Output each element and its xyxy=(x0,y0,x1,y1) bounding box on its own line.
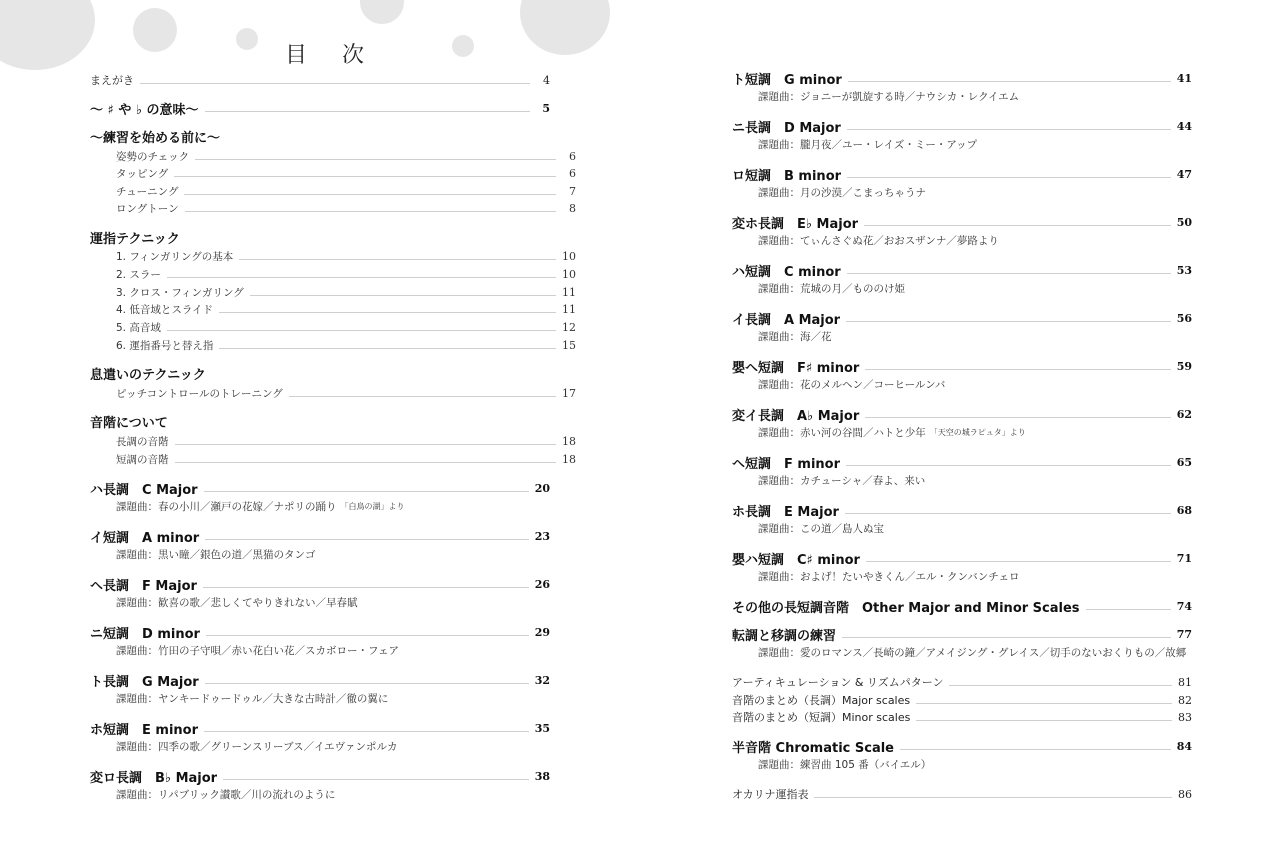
toc-entry[interactable] xyxy=(90,527,550,545)
assignment-songs xyxy=(90,497,576,515)
dot-leader xyxy=(848,81,1171,82)
toc-entry[interactable] xyxy=(90,450,576,468)
toc-entry-label: ロ短調 B minor xyxy=(732,168,842,184)
dot-leader xyxy=(900,749,1171,750)
toc-entry-label: 6. 運指番号と替え指 xyxy=(116,339,214,352)
page-number: 74 xyxy=(1176,599,1192,613)
toc-entry[interactable] xyxy=(732,69,1192,87)
page-number: 44 xyxy=(1176,119,1192,133)
toc-entry-label: オカリナ運指表 xyxy=(732,788,809,801)
assignment-songs-label: 課題曲：赤い河の谷間／ハトと少年 xyxy=(758,426,926,439)
assignment-songs xyxy=(90,785,576,803)
dot-leader xyxy=(250,295,556,296)
section-heading: 運指テクニック xyxy=(90,231,180,247)
toc-entry[interactable] xyxy=(90,623,550,641)
toc-entry[interactable] xyxy=(90,479,550,497)
dot-leader xyxy=(289,396,556,397)
assignment-note: 「白鳥の湖」より xyxy=(340,501,405,511)
assignment-songs-label: 課題曲：カチューシャ／春よ、来い xyxy=(758,474,926,487)
toc-entry-label: 姿勢のチェック xyxy=(116,150,190,163)
dot-leader xyxy=(846,321,1171,322)
assignment-songs xyxy=(732,643,1218,661)
page-number: 62 xyxy=(1176,407,1192,421)
section-heading: 息遣いのテクニック xyxy=(90,367,206,383)
page-number: 77 xyxy=(1176,627,1192,641)
toc-entry-label: ～ ♯ や ♭ の意味～ xyxy=(90,102,199,118)
assignment-songs xyxy=(90,689,576,707)
toc-entry[interactable] xyxy=(732,549,1192,567)
assignment-songs xyxy=(732,423,1218,441)
toc-entry-label: イ短調 A minor xyxy=(90,530,200,546)
toc-entry-label: 嬰ヘ短調 F♯ minor xyxy=(732,360,860,376)
assignment-songs-label: 課題曲：朧月夜／ユー・レイズ・ミー・アップ xyxy=(758,138,978,151)
dot-leader xyxy=(866,561,1171,562)
dot-leader xyxy=(842,637,1171,638)
toc-entry-label: ピッチコントロールのトレーニング xyxy=(116,387,283,400)
decor-circle xyxy=(360,0,404,24)
page-number: 59 xyxy=(1176,359,1192,373)
dot-leader xyxy=(140,83,530,84)
page-number: 15 xyxy=(562,338,576,352)
toc-entry-label: 4. 低音域とスライド xyxy=(116,303,214,316)
assignment-songs xyxy=(732,327,1218,345)
toc-entry[interactable] xyxy=(732,691,1192,709)
toc-entry-label: 1. フィンガリングの基本 xyxy=(116,250,234,263)
dot-leader xyxy=(223,779,529,780)
toc-entry-label: 3. クロス・フィンガリング xyxy=(116,286,244,299)
toc-entry-label: 半音階 Chromatic Scale xyxy=(732,740,894,756)
toc-entry[interactable] xyxy=(90,71,550,89)
toc-entry[interactable] xyxy=(732,405,1192,423)
assignment-songs xyxy=(732,87,1218,105)
toc-entry[interactable] xyxy=(90,265,576,283)
page-number: 18 xyxy=(562,434,576,448)
page-number: 41 xyxy=(1176,71,1192,85)
assignment-songs-label: 課題曲：春の小川／瀬戸の花嫁／ナポリの踊り xyxy=(116,500,337,513)
page-number: 65 xyxy=(1176,455,1192,469)
toc-entry-label: イ長調 A Major xyxy=(732,312,841,328)
assignment-songs xyxy=(732,519,1218,537)
page-number: 7 xyxy=(569,184,576,198)
assignment-songs xyxy=(732,231,1218,249)
page-number: 29 xyxy=(534,625,550,639)
assignment-songs-label: 課題曲：愛のロマンス／長崎の鐘／アメイジング・グレイス／切手のないおくりもの／故郷 xyxy=(758,646,1187,659)
toc-entry-label: 5. 高音域 xyxy=(116,321,161,334)
page-number: 50 xyxy=(1176,215,1192,229)
page-number: 23 xyxy=(534,529,550,543)
toc-entry[interactable] xyxy=(90,671,550,689)
assignment-songs xyxy=(732,183,1218,201)
toc-entry[interactable] xyxy=(90,99,550,117)
toc-entry-label: 短調の音階 xyxy=(116,453,169,466)
toc-entry[interactable] xyxy=(90,247,576,265)
toc-entry[interactable] xyxy=(90,432,576,450)
toc-entry[interactable] xyxy=(732,117,1192,135)
toc-entry[interactable] xyxy=(732,708,1192,726)
assignment-songs xyxy=(732,471,1218,489)
toc-entry-label: 音階のまとめ（短調）Minor scales xyxy=(732,711,911,724)
toc-entry[interactable] xyxy=(90,164,576,182)
dot-leader xyxy=(846,465,1171,466)
page-number: 68 xyxy=(1176,503,1192,517)
assignment-songs-label: 課題曲：リパブリック讃歌／川の流れのように xyxy=(116,788,336,801)
toc-entry[interactable] xyxy=(90,336,576,354)
dot-leader xyxy=(203,587,529,588)
page-number: 38 xyxy=(534,769,550,783)
dot-leader xyxy=(865,417,1170,418)
toc-entry-label: アーティキュレーション & リズムパターン xyxy=(732,676,944,689)
toc-entry[interactable] xyxy=(90,575,550,593)
assignment-songs-label: 課題曲：花のメルヘン／コーヒールンバ xyxy=(758,378,946,391)
toc-entry[interactable] xyxy=(90,147,576,165)
toc-entry[interactable] xyxy=(90,384,576,402)
assignment-songs-label: 課題曲：月の沙漠／こまっちゃうナ xyxy=(758,186,926,199)
toc-entry-label: ロングトーン xyxy=(116,202,179,215)
page-number: 71 xyxy=(1176,551,1192,565)
assignment-songs xyxy=(732,135,1218,153)
assignment-songs-label: 課題曲：荒城の月／もののけ姫 xyxy=(758,282,905,295)
page-number: 6 xyxy=(569,149,576,163)
dot-leader xyxy=(184,194,556,195)
toc-entry-label: 音階のまとめ（長調）Major scales xyxy=(732,694,911,707)
dot-leader xyxy=(185,211,556,212)
toc-entry-label: ハ短調 C minor xyxy=(732,264,841,280)
toc-entry[interactable] xyxy=(732,309,1192,327)
toc-entry-label: その他の長短調音階 Other Major and Minor Scales xyxy=(732,600,1080,616)
toc-entry[interactable] xyxy=(732,597,1192,615)
page-number: 10 xyxy=(562,249,576,263)
dot-leader xyxy=(206,635,529,636)
page-number: 26 xyxy=(534,577,550,591)
assignment-songs xyxy=(90,641,576,659)
dot-leader xyxy=(204,731,529,732)
assignment-songs xyxy=(90,737,576,755)
toc-entry[interactable] xyxy=(90,767,550,785)
toc-entry[interactable] xyxy=(732,213,1192,231)
dot-leader xyxy=(205,539,529,540)
page-number: 47 xyxy=(1176,167,1192,181)
toc-section-heading xyxy=(90,127,550,145)
page-number: 12 xyxy=(562,320,576,334)
decor-circle xyxy=(520,0,610,55)
page-number: 81 xyxy=(1178,675,1192,689)
toc-entry-label: ホ長調 E Major xyxy=(732,504,839,520)
assignment-songs-label: 課題曲：竹田の子守唄／赤い花白い花／スカボロー・フェア xyxy=(116,644,399,657)
assignment-songs xyxy=(732,755,1218,773)
assignment-note: 「天空の城ラピュタ」より xyxy=(929,427,1026,437)
toc-section-heading xyxy=(90,228,550,246)
page-number: 5 xyxy=(542,101,550,115)
assignment-songs-label: 課題曲：この道／島人ぬ宝 xyxy=(758,522,884,535)
dot-leader xyxy=(949,685,1172,686)
toc-entry-label: 転調と移調の練習 xyxy=(732,628,837,644)
page-title: 目 次 xyxy=(285,43,378,68)
assignment-songs-label: 課題曲：黒い瞳／銀色の道／黒猫のタンゴ xyxy=(116,548,316,561)
page-number: 18 xyxy=(562,452,576,466)
page-number: 84 xyxy=(1176,739,1192,753)
dot-leader xyxy=(1086,609,1171,610)
dot-leader xyxy=(174,176,556,177)
assignment-songs-label: 課題曲：およげ！たいやきくん／エル・クンバンチェロ xyxy=(758,570,1020,583)
toc-entry[interactable] xyxy=(732,673,1192,691)
toc-section-heading xyxy=(90,412,550,430)
assignment-songs-label: 課題曲：練習曲 105 番（バイエル） xyxy=(758,758,932,771)
toc-entry[interactable] xyxy=(90,719,550,737)
assignment-songs-label: 課題曲：四季の歌／グリーンスリーブス／イエヴァンポルカ xyxy=(116,740,398,753)
assignment-songs-label: 課題曲：ジョニーが凱旋する時／ナウシカ・レクイエム xyxy=(758,90,1020,103)
dot-leader xyxy=(167,277,556,278)
toc-entry[interactable] xyxy=(90,182,576,200)
toc-entry[interactable] xyxy=(90,300,576,318)
toc-entry[interactable] xyxy=(732,625,1192,643)
assignment-songs xyxy=(732,567,1218,585)
dot-leader xyxy=(219,348,556,349)
dot-leader xyxy=(219,312,556,313)
page-number: 17 xyxy=(562,386,576,400)
toc-section-heading xyxy=(90,364,550,382)
toc-entry-label: まえがき xyxy=(90,74,134,87)
assignment-songs-label: 課題曲：てぃんさぐぬ花／おおスザンナ／夢路より xyxy=(758,234,999,247)
assignment-songs-label: 課題曲：歓喜の歌／悲しくてやりきれない／早春賦 xyxy=(116,596,358,609)
toc-entry[interactable] xyxy=(90,283,576,301)
decor-circle xyxy=(452,35,474,57)
toc-entry-label: 長調の音階 xyxy=(116,435,169,448)
page-number: 83 xyxy=(1178,710,1192,724)
dot-leader xyxy=(205,683,529,684)
page-number: 56 xyxy=(1176,311,1192,325)
toc-entry[interactable] xyxy=(90,199,576,217)
toc-entry-label: 変ホ長調 E♭ Major xyxy=(732,216,859,232)
section-heading: ～練習を始める前に～ xyxy=(90,130,221,146)
assignment-songs-label: 課題曲：ヤンキードゥードゥル／大きな古時計／徹の翼に xyxy=(116,692,389,705)
decor-circle xyxy=(0,0,95,70)
assignment-songs xyxy=(732,375,1218,393)
toc-entry-label: 2. スラー xyxy=(116,268,161,281)
toc-entry-label: ニ短調 D minor xyxy=(90,626,200,642)
page-number: 32 xyxy=(534,673,550,687)
dot-leader xyxy=(175,462,557,463)
decor-circle xyxy=(236,28,258,50)
dot-leader xyxy=(814,797,1172,798)
assignment-songs-label: 課題曲：海／花 xyxy=(758,330,832,343)
toc-entry[interactable] xyxy=(732,737,1192,755)
dot-leader xyxy=(864,225,1171,226)
page-number: 4 xyxy=(543,73,550,87)
dot-leader xyxy=(239,259,556,260)
assignment-songs xyxy=(90,545,576,563)
toc-entry[interactable] xyxy=(732,501,1192,519)
toc-entry[interactable] xyxy=(732,357,1192,375)
toc-entry-label: ニ長調 D Major xyxy=(732,120,841,136)
dot-leader xyxy=(847,177,1171,178)
page-number: 86 xyxy=(1178,787,1192,801)
toc-entry-label: ホ短調 E minor xyxy=(90,722,199,738)
toc-entry-label: 変イ長調 A♭ Major xyxy=(732,408,860,424)
toc-entry[interactable] xyxy=(732,165,1192,183)
page-number: 20 xyxy=(534,481,550,495)
assignment-songs xyxy=(90,593,576,611)
toc-entry-label: タッピング xyxy=(116,167,169,180)
dot-leader xyxy=(845,513,1171,514)
page-number: 35 xyxy=(534,721,550,735)
page-number: 10 xyxy=(562,267,576,281)
dot-leader xyxy=(916,720,1172,721)
dot-leader xyxy=(847,273,1171,274)
toc-entry[interactable] xyxy=(732,453,1192,471)
toc-entry[interactable] xyxy=(90,318,576,336)
page-number: 53 xyxy=(1176,263,1192,277)
toc-entry-label: 嬰ハ短調 C♯ minor xyxy=(732,552,860,568)
page-number: 8 xyxy=(569,201,576,215)
decor-circle xyxy=(133,8,177,52)
page-number: 6 xyxy=(569,166,576,180)
toc-entry-label: ト短調 G minor xyxy=(732,72,842,88)
dot-leader xyxy=(204,491,529,492)
page-number: 11 xyxy=(562,302,576,316)
page-number: 11 xyxy=(562,285,576,299)
dot-leader xyxy=(847,129,1171,130)
toc-entry-label: チューニング xyxy=(116,185,179,198)
toc-entry[interactable] xyxy=(732,261,1192,279)
dot-leader xyxy=(205,111,530,112)
dot-leader xyxy=(865,369,1170,370)
toc-entry[interactable] xyxy=(732,785,1192,803)
toc-entry-label: ハ長調 C Major xyxy=(90,482,198,498)
page-number: 82 xyxy=(1178,693,1192,707)
toc-entry-label: ト長調 G Major xyxy=(90,674,199,690)
toc-entry-label: ヘ長調 F Major xyxy=(90,578,197,594)
assignment-songs xyxy=(732,279,1218,297)
section-heading: 音階について xyxy=(90,415,168,431)
toc-entry-label: ヘ短調 F minor xyxy=(732,456,841,472)
dot-leader xyxy=(916,703,1172,704)
dot-leader xyxy=(167,330,556,331)
dot-leader xyxy=(175,444,557,445)
dot-leader xyxy=(195,159,556,160)
toc-entry-label: 変ロ長調 B♭ Major xyxy=(90,770,218,786)
